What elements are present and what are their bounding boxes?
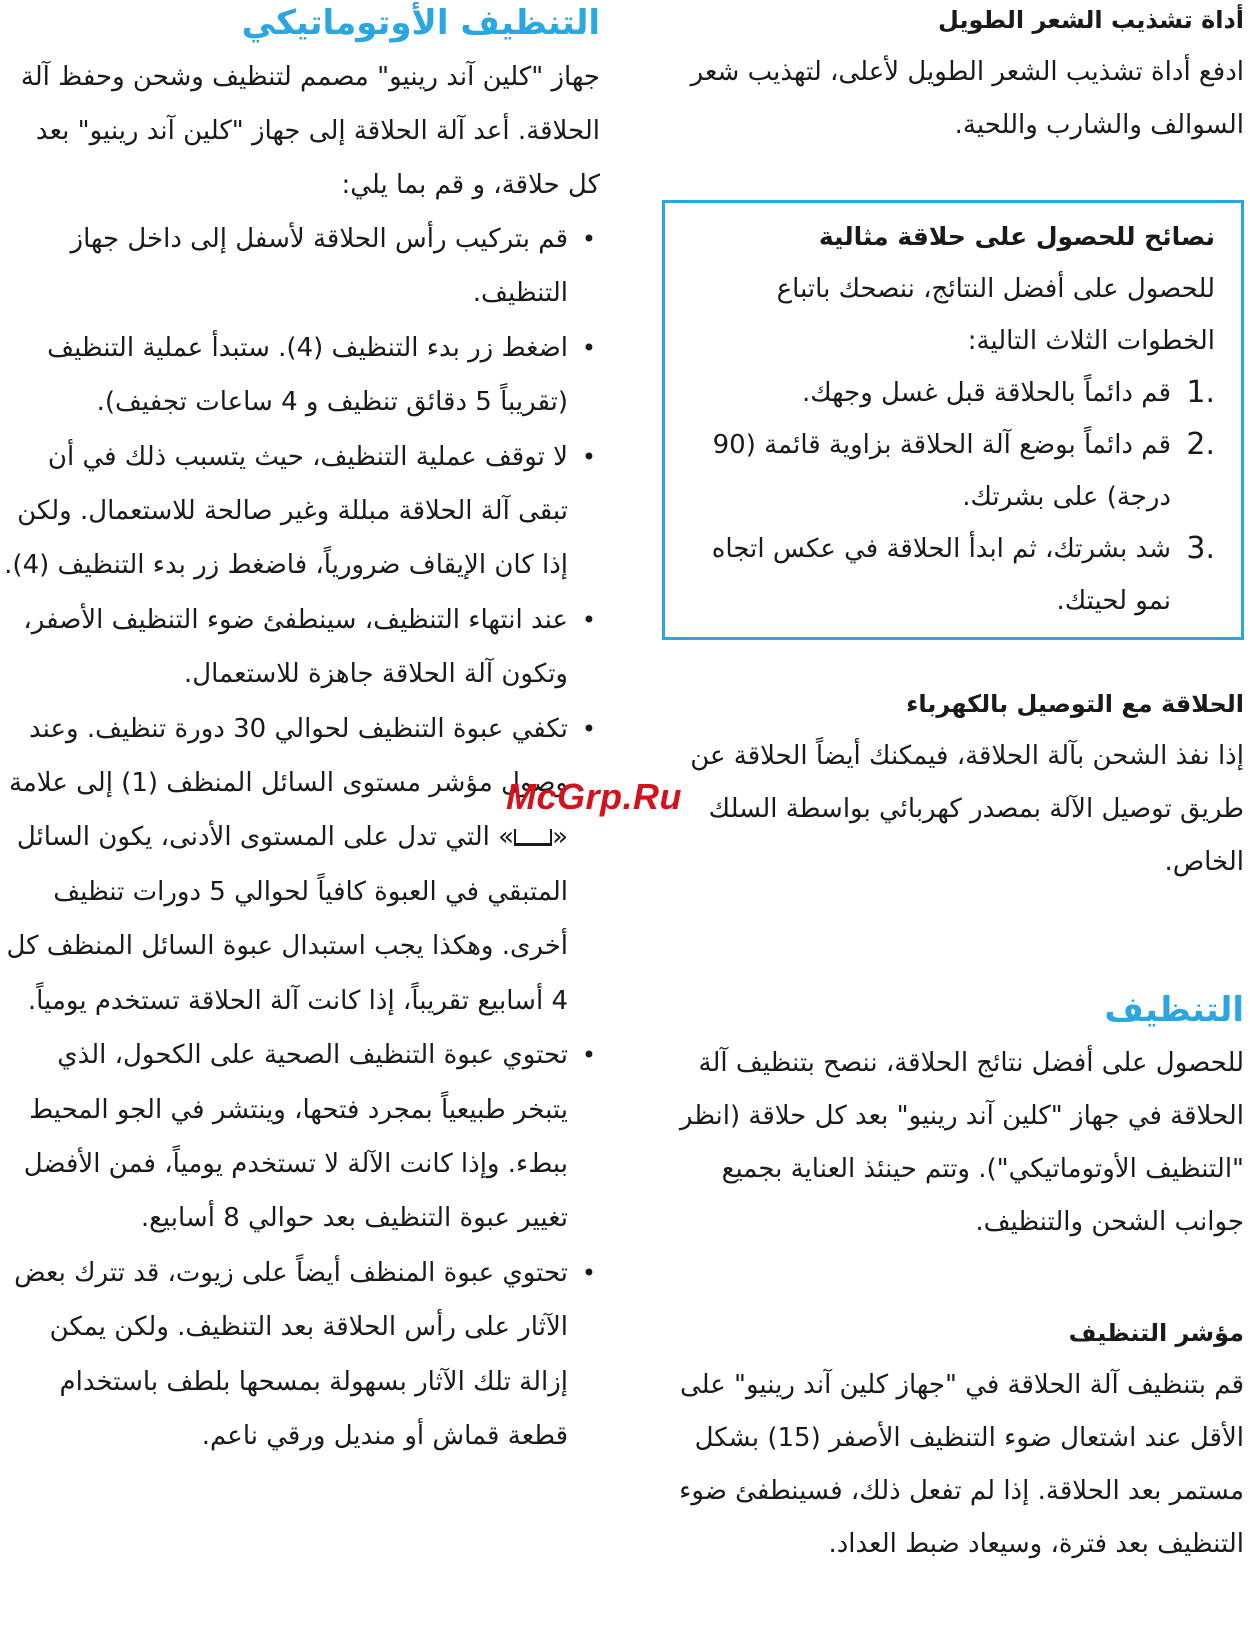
tips-intro: للحصول على أفضل النتائج، ننصحك باتباع الخطوات الثلاث التالية: xyxy=(776,274,1215,356)
step-text: شد بشرتك، ثم ابدأ الحلاقة في عكس اتجاه نمو لحيتك. xyxy=(711,534,1171,616)
column-left xyxy=(4,0,600,1463)
list-item: • قم بتركيب رأس الحلاقة لأسفل إلى داخل جهاز التنظيف. xyxy=(4,212,600,321)
tips-steps xyxy=(691,367,1215,627)
list-item: • عند انتهاء التنظيف، سينطفئ ضوء التنظيف الأصفر، وتكون آلة الحلاقة جاهزة للاستعمال. xyxy=(4,593,600,702)
list-item: • تحتوي عبوة المنظف أيضاً على زيوت، قد تترك بعض الآثار على رأس الحلاقة بعد التنظيف. ولكن يمكن إزالة تلك الآثار بسهولة بمسحها بلطف باستخدام قطعة قماش أو منديل ورقي ناعم. xyxy=(4,1246,600,1464)
cleaning-text: للحصول على أفضل نتائج الحلاقة، ننصح بتنظيف آلة الحلاقة في جهاز "كلين آند رينيو" بعد كل حلاقة (انظر "التنظيف الأوتوماتيكي"). وتتم حينئذ العناية بجميع جوانب الشحن والتنظيف. xyxy=(679,1048,1244,1237)
list-item: • اضغط زر بدء التنظيف (4). ستبدأ عملية التنظيف (تقريباً 5 دقائق تنظيف و 4 ساعات تجفيف). xyxy=(4,321,600,430)
cleaning-title: التنظيف xyxy=(1104,990,1244,1030)
minimum-level-mark-icon xyxy=(514,829,552,846)
step-number: 3. xyxy=(1186,531,1215,566)
cleaning-indicator-text: قم بتنظيف آلة الحلاقة في "جهاز كلين آند رينيو" على الأقل عند اشتعال ضوء التنظيف الأصفر (15) بشكل مستمر بعد الحلاقة. إذا لم تفعل ذلك، فسينطفئ ضوء التنظيف بعد فترة، وسيعاد ضبط العداد. xyxy=(679,1370,1244,1559)
mains-shaving-text: إذا نفذ الشحن بآلة الحلاقة، فيمكنك أيضاً الحلاقة عن طريق توصيل الآلة بمصدر كهربائي بواسطة السلك الخاص. xyxy=(690,741,1244,877)
automatic-cleaning-list xyxy=(4,212,600,1463)
automatic-cleaning-title: التنظيف الأوتوماتيكي xyxy=(241,3,600,43)
mains-shaving-title: الحلاقة مع التوصيل بالكهرباء xyxy=(906,690,1244,718)
watermark-text: McGrp.Ru xyxy=(506,776,683,817)
cleaning-indicator-title: مؤشر التنظيف xyxy=(1068,1319,1244,1347)
list-item xyxy=(4,702,600,1028)
list-item-text-end: » التي تدل على المستوى الأدنى، يكون السائل المتبقي في العبوة كافياً لحوالي 5 دورات تنظيف أخرى. وهكذا يجب استبدال عبوة السائل المنظف كل 4 أسابيع تقريباً، إذا كانت آلة الحلاقة تستخدم يومياً. xyxy=(6,822,568,1016)
list-item-text-start: تكفي عبوة التنظيف لحوالي 30 دورة تنظيف. وعند وصول مؤشر مستوى السائل المنظف (1) إلى علامة « xyxy=(8,713,568,853)
long-hair-trimmer-text: ادفع أداة تشذيب الشعر الطويل لأعلى، لتهذيب شعر السوالف والشارب واللحية. xyxy=(690,57,1244,140)
step-number: 1. xyxy=(1186,375,1215,410)
tips-box xyxy=(662,200,1244,640)
step-text: قم دائماً بالحلاقة قبل غسل وجهك. xyxy=(801,378,1171,408)
tip-step xyxy=(691,419,1215,523)
tip-step xyxy=(691,367,1215,419)
list-item: • تحتوي عبوة التنظيف الصحية على الكحول، الذي يتبخر طبيعياً بمجرد فتحها، وينتشر في الجو المحيط ببطء. وإذا كانت الآلة لا تستخدم يومياً، فمن الأفضل تغيير عبوة التنظيف بعد حوالي 8 أسابيع. xyxy=(4,1028,600,1246)
step-number: 2. xyxy=(1186,427,1215,462)
tips-title: نصائح للحصول على حلاقة مثالية xyxy=(818,222,1215,251)
automatic-cleaning-intro: جهاز "كلين آند رينيو" مصمم لتنظيف وشحن وحفظ آلة الحلاقة. أعد آلة الحلاقة إلى جهاز "كلين آند رينيو" بعد كل حلاقة، و قم بما يلي: xyxy=(20,62,600,200)
column-right xyxy=(650,0,1244,1571)
step-text: قم دائماً بوضع آلة الحلاقة بزاوية قائمة (90 درجة) على بشرتك. xyxy=(712,430,1171,512)
long-hair-trimmer-title: أداة تشذيب الشعر الطويل xyxy=(938,6,1244,34)
list-item: • لا توقف عملية التنظيف، حيث يتسبب ذلك في أن تبقى آلة الحلاقة مبللة وغير صالحة للاستعمال. ولكن إذا كان الإيقاف ضرورياً، فاضغط زر بدء التنظيف (4). xyxy=(4,430,600,593)
tip-step xyxy=(691,523,1215,627)
